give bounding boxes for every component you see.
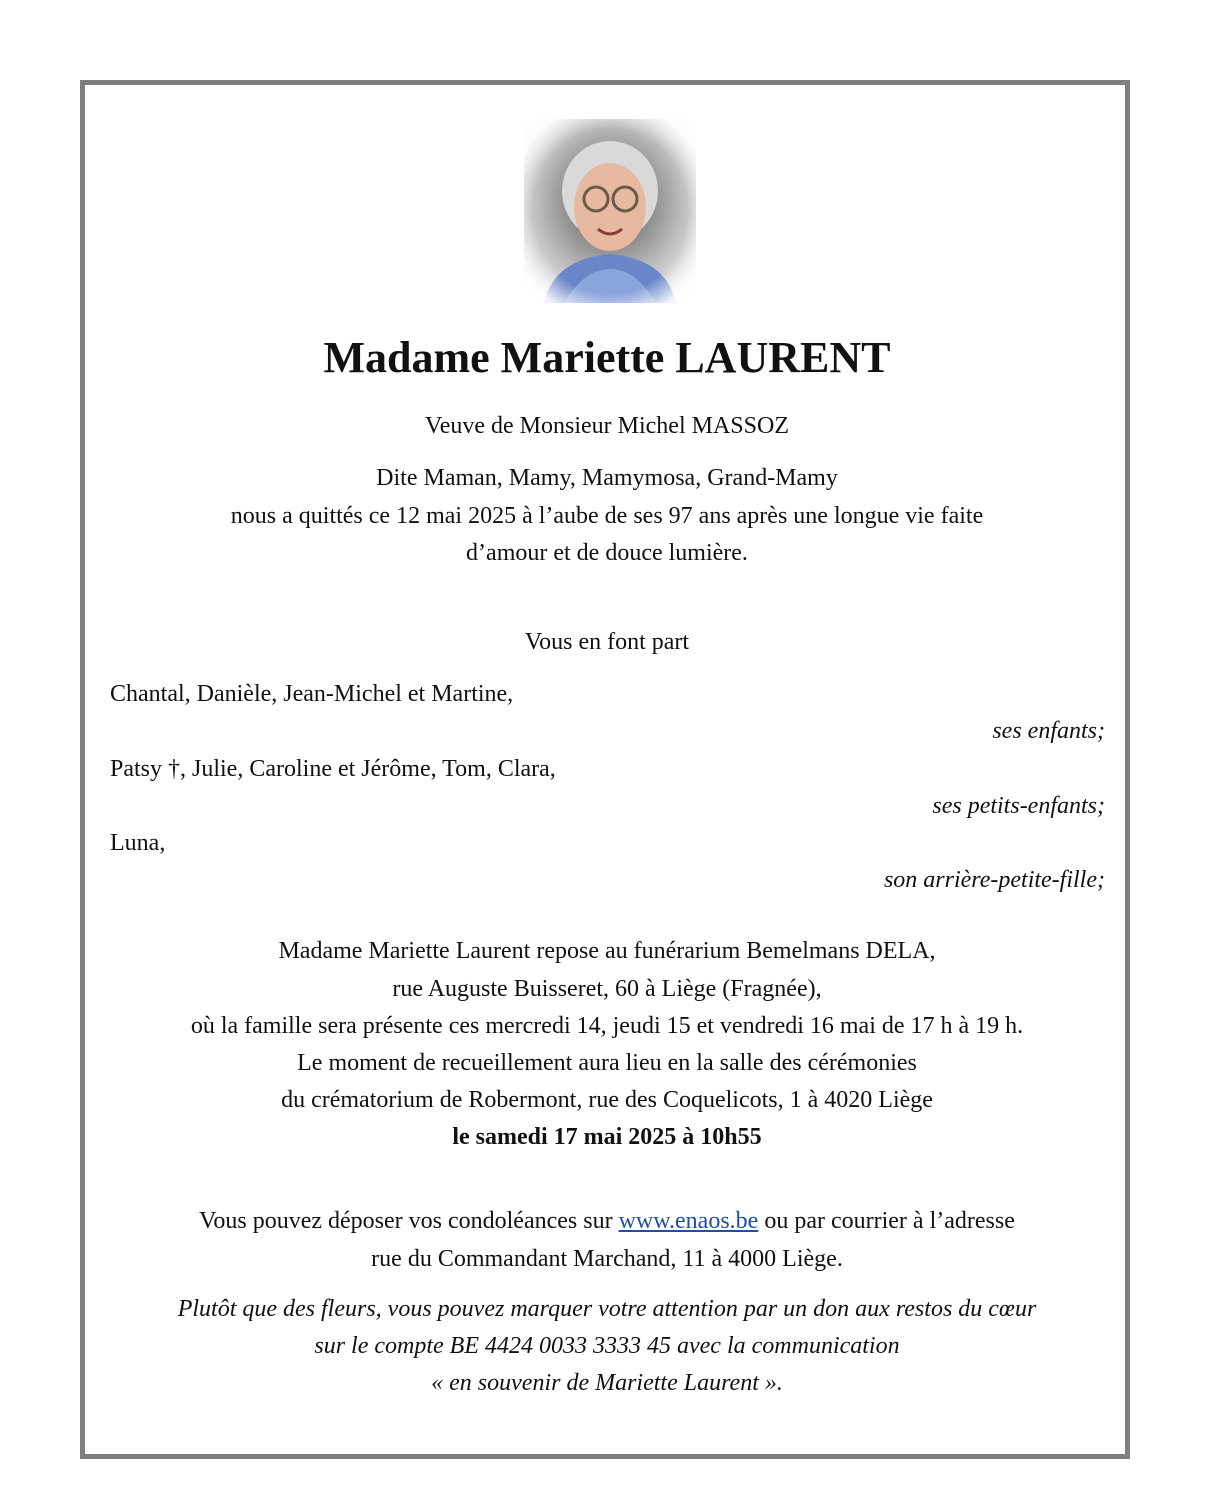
- arrangements-line-3: où la famille sera présente ces mercredi 14, jeudi 15 et vendredi 16 mai de 17 h à 19 h.: [190, 1013, 1024, 1039]
- arrangements-line-2: rue Auguste Buisseret, 60 à Liège (Fragnée),: [392, 976, 822, 1002]
- page-title: Madame Mariette LAURENT: [323, 333, 891, 382]
- nicknames-text: Dite Maman, Mamy, Mamymosa, Grand-Mamy: [376, 465, 838, 491]
- family-relation-children: ses enfants;: [992, 718, 1105, 744]
- portrait-photo: [524, 119, 696, 303]
- arrangements-line-4: Le moment de recueillement aura lieu en la salle des cérémonies: [297, 1050, 917, 1076]
- condolences-prefix: Vous pouvez déposer vos condoléances sur: [199, 1208, 619, 1234]
- donation-line-3: « en souvenir de Mariette Laurent ».: [431, 1370, 783, 1396]
- ceremony-date-time: le samedi 17 mai 2025 à 10h55: [452, 1124, 762, 1150]
- announce-text: Vous en font part: [524, 629, 690, 655]
- family-names-children: Chantal, Danièle, Jean-Michel et Martine,: [110, 681, 514, 707]
- donation-line-1: Plutôt que des fleurs, vous pouvez marquer votre attention par un don aux restos du cœur: [177, 1296, 1037, 1322]
- passing-text-line-1: nous a quittés ce 12 mai 2025 à l’aube de ses 97 ans après une longue vie faite: [230, 503, 984, 529]
- condolences-address: rue du Commandant Marchand, 11 à 4000 Liège.: [371, 1246, 843, 1272]
- arrangements-line-1: Madame Mariette Laurent repose au funérarium Bemelmans DELA,: [278, 938, 936, 964]
- enaos-link[interactable]: www.enaos.be: [618, 1208, 759, 1234]
- widow-of-text: Veuve de Monsieur Michel MASSOZ: [425, 413, 789, 439]
- arrangements-line-5: du crématorium de Robermont, rue des Coquelicots, 1 à 4020 Liège: [281, 1087, 933, 1113]
- condolences-line: [85, 1206, 1129, 1236]
- family-names-great-grandchild: Luna,: [110, 830, 166, 856]
- family-relation-grandchildren: ses petits-enfants;: [932, 793, 1105, 819]
- family-names-grandchildren: Patsy †, Julie, Caroline et Jérôme, Tom, Clara,: [110, 756, 556, 782]
- condolences-suffix: ou par courrier à l’adresse: [758, 1208, 1015, 1234]
- passing-text-line-2: d’amour et de douce lumière.: [466, 540, 748, 566]
- donation-line-2: sur le compte BE 4424 0033 3333 45 avec la communication: [314, 1333, 900, 1359]
- family-relation-great-grandchild: son arrière-petite-fille;: [883, 867, 1105, 893]
